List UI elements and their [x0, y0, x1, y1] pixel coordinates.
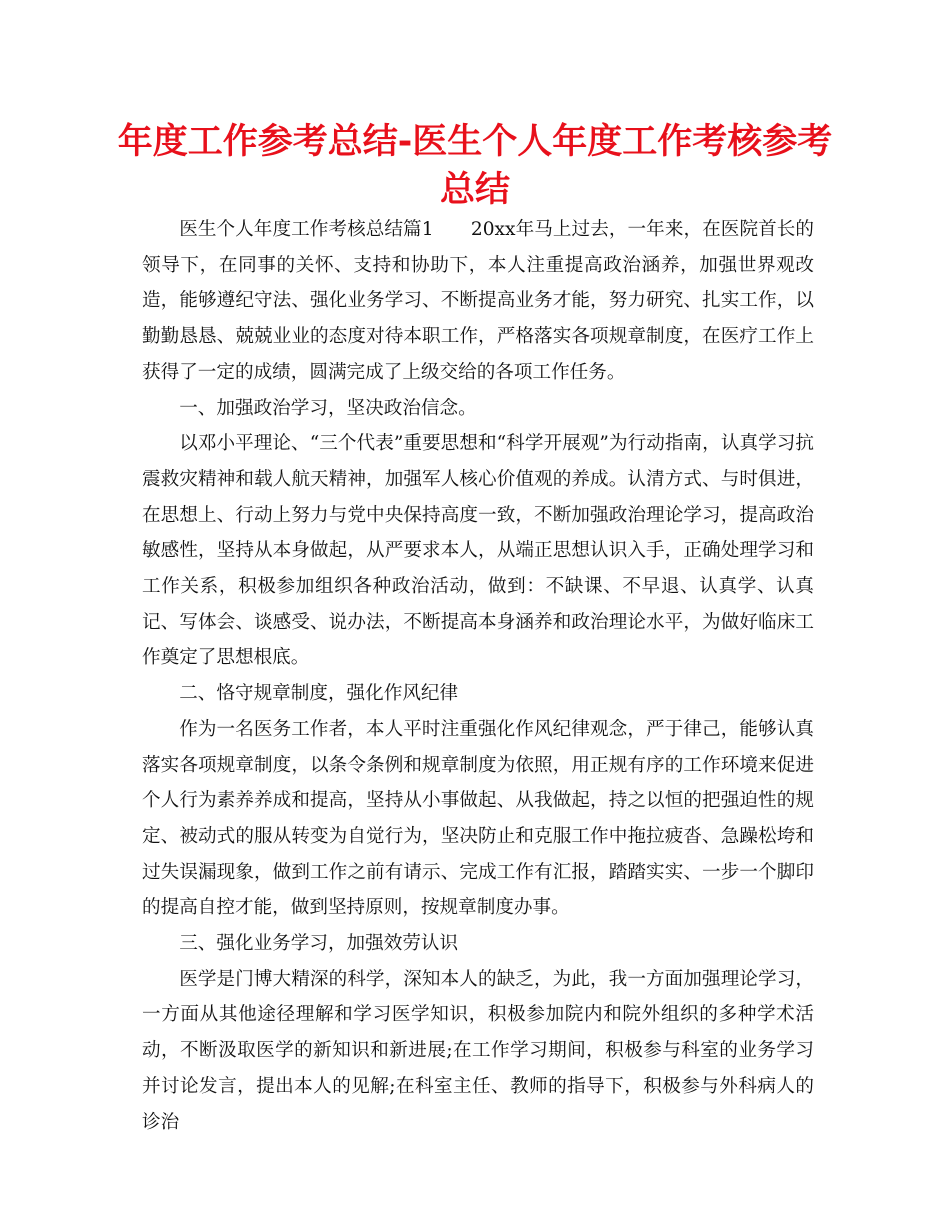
paragraph-discipline: 作为一名医务工作者，本人平时注重强化作风纪律观念，严于律己，能够认真落实各项规章制度，以条令条例和规章制度为依照，用正规有序的工作环境来促进个人行为素养养成和提高，坚持从小事做起、从我做起，持之以恒的把强迫性的规定、被动式的服从转变为自觉行为，坚决防止和克服工作中拖拉疲沓、急躁松垮和过失误漏现象，做到工作之前有请示、完成工作有汇报，踏踏实实、一步一个脚印的提高自控才能，做到坚持原则，按规章制度办事。 [142, 718, 814, 919]
section-heading-3: 三、强化业务学习，加强效劳认识 [179, 933, 459, 955]
paragraph-politics: 以邓小平理论、“三个代表”重要思想和“科学开展观”为行动指南，认真学习抗震救灾精神和载人航天精神，加强军人核心价值观的养成。认清方式、与时俱进，在思想上、行动上努力与党中央保持高度一致，不断加强政治理论学习，提高政治敏感性，坚持从本身做起，从严要求本人，从端正思想认识入手，正确处理学习和工作关系，积极参加组织各种政治活动，做到：不缺课、不早退、认真学、认真记、写体会、谈感受、说办法，不断提高本身涵养和政治理论水平，为做好临床工作奠定了思想根底。 [142, 433, 814, 669]
section-heading-1: 一、加强政治学习，坚决政治信念。 [179, 397, 477, 419]
document-body [142, 212, 814, 1140]
paragraph-study: 医学是门博大精深的科学，深知本人的缺乏，为此，我一方面加强理论学习，一方面从其他途径理解和学习医学知识，积极参加院内和院外组织的多种学术活动，不断汲取医学的新知识和新进展;在工作学习期间，积极参与科室的业务学习并讨论发言，提出本人的见解;在科室主任、教师的指导下，积极参与外科病人的诊治 [142, 968, 814, 1133]
paragraph-intro: 医生个人年度工作考核总结篇1 20xx年马上过去，一年来，在医院首长的领导下，在同事的关怀、支持和协助下，本人注重提高政治涵养，加强世界观改造，能够遵纪守法、强化业务学习、不断提高业务才能，努力研究、扎实工作，以勤勤恳恳、兢兢业业的态度对待本职工作，严格落实各项规章制度，在医疗工作上获得了一定的成绩，圆满完成了上级交给的各项工作任务。 [142, 219, 814, 383]
section-heading-2: 二、恪守规章制度，强化作风纪律 [179, 683, 459, 705]
document-title: 年度工作参考总结-医生个人年度工作考核参考总结 [117, 122, 833, 210]
